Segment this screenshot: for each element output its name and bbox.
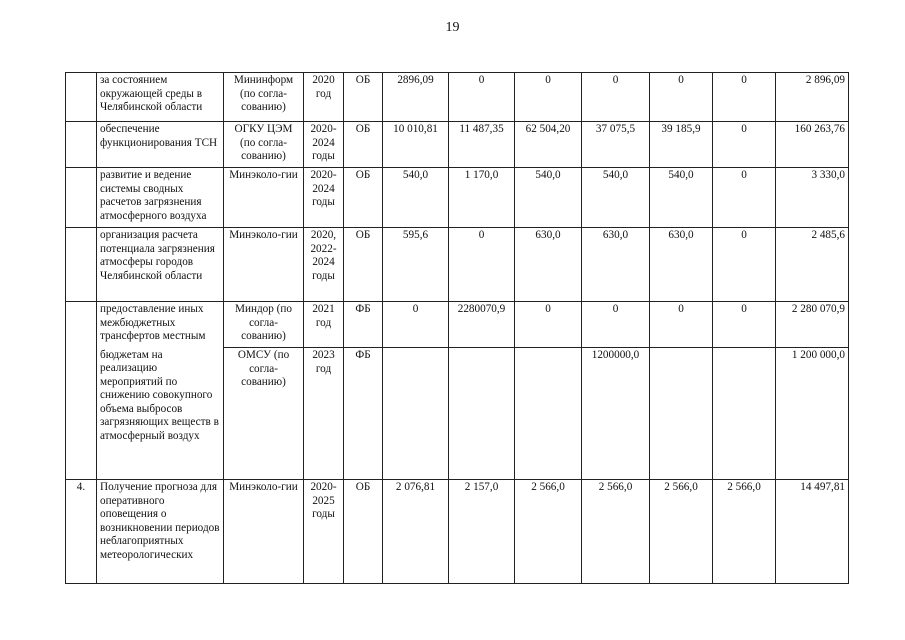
value-4: 37 075,5 xyxy=(582,122,650,168)
value-4: 540,0 xyxy=(582,168,650,228)
funding-source: ОБ xyxy=(344,73,383,122)
event-name: развитие и ведение системы сводных расчетов загрязнения атмосферного воздуха xyxy=(97,168,224,228)
value-3: 2 566,0 xyxy=(515,480,582,584)
value-6 xyxy=(713,348,776,480)
value-6: 0 xyxy=(713,228,776,302)
value-4: 630,0 xyxy=(582,228,650,302)
value-3: 62 504,20 xyxy=(515,122,582,168)
value-6: 0 xyxy=(713,168,776,228)
event-name: обеспечение функционирования ТСН xyxy=(97,122,224,168)
period: 2020 год xyxy=(304,73,344,122)
funding-source: ФБ xyxy=(344,302,383,348)
value-3: 540,0 xyxy=(515,168,582,228)
row-index xyxy=(66,228,97,302)
value-5: 540,0 xyxy=(650,168,713,228)
period: 2023 год xyxy=(304,348,344,480)
budget-table xyxy=(65,72,849,584)
value-6: 0 xyxy=(713,122,776,168)
event-name: бюджетам на реализацию мероприятий по снижению совокупного объема выбросов загрязняющих веществ в атмосферный воздух xyxy=(97,348,224,480)
value-2: 1 170,0 xyxy=(449,168,515,228)
period: 2020-2024 годы xyxy=(304,122,344,168)
page-number: 19 xyxy=(445,20,460,35)
table-row xyxy=(66,228,849,302)
value-1: 10 010,81 xyxy=(383,122,449,168)
value-1: 2896,09 xyxy=(383,73,449,122)
value-total: 1 200 000,0 xyxy=(776,348,849,480)
value-total: 3 330,0 xyxy=(776,168,849,228)
value-3 xyxy=(515,348,582,480)
value-2 xyxy=(449,348,515,480)
value-1: 0 xyxy=(383,302,449,348)
value-5: 0 xyxy=(650,302,713,348)
table-row xyxy=(66,73,849,122)
executor: Миндор (по согла-сованию) xyxy=(224,302,304,348)
value-total: 160 263,76 xyxy=(776,122,849,168)
row-index xyxy=(66,348,97,480)
value-total: 2 280 070,9 xyxy=(776,302,849,348)
value-1: 2 076,81 xyxy=(383,480,449,584)
value-2: 11 487,35 xyxy=(449,122,515,168)
value-6: 0 xyxy=(713,73,776,122)
table-row xyxy=(66,168,849,228)
value-total: 14 497,81 xyxy=(776,480,849,584)
event-name: Получение прогноза для оперативного оповещения о возникновении периодов неблагоприятных метеорологических xyxy=(97,480,224,584)
value-3: 0 xyxy=(515,73,582,122)
funding-source: ОБ xyxy=(344,480,383,584)
value-2: 2 157,0 xyxy=(449,480,515,584)
row-index xyxy=(66,73,97,122)
value-1: 540,0 xyxy=(383,168,449,228)
value-5 xyxy=(650,348,713,480)
event-name: организация расчета потенциала загрязнения атмосферы городов Челябинской области xyxy=(97,228,224,302)
value-2: 0 xyxy=(449,73,515,122)
value-5: 630,0 xyxy=(650,228,713,302)
event-name: за состоянием окружающей среды в Челябинской области xyxy=(97,73,224,122)
value-4: 0 xyxy=(582,73,650,122)
value-4: 0 xyxy=(582,302,650,348)
value-5: 2 566,0 xyxy=(650,480,713,584)
period: 2020-2024 годы xyxy=(304,168,344,228)
row-index xyxy=(66,168,97,228)
period: 2020, 2022-2024 годы xyxy=(304,228,344,302)
table-row xyxy=(66,348,849,480)
funding-source: ФБ xyxy=(344,348,383,480)
executor: ОМСУ (по согла-сованию) xyxy=(224,348,304,480)
executor: Мининформ (по согла-сованию) xyxy=(224,73,304,122)
period: 2021 год xyxy=(304,302,344,348)
table-row xyxy=(66,302,849,348)
row-index xyxy=(66,122,97,168)
period: 2020-2025 годы xyxy=(304,480,344,584)
value-5: 0 xyxy=(650,73,713,122)
value-3: 630,0 xyxy=(515,228,582,302)
table-row xyxy=(66,480,849,584)
value-2: 0 xyxy=(449,228,515,302)
funding-source: ОБ xyxy=(344,228,383,302)
value-5: 39 185,9 xyxy=(650,122,713,168)
executor: Минэколо-гии xyxy=(224,228,304,302)
value-3: 0 xyxy=(515,302,582,348)
value-4: 1200000,0 xyxy=(582,348,650,480)
table-body xyxy=(66,73,849,584)
funding-source: ОБ xyxy=(344,168,383,228)
executor: Минэколо-гии xyxy=(224,168,304,228)
value-total: 2 896,09 xyxy=(776,73,849,122)
value-4: 2 566,0 xyxy=(582,480,650,584)
value-6: 0 xyxy=(713,302,776,348)
event-name: предоставление иных межбюджетных трансфертов местным xyxy=(97,302,224,348)
row-index: 4. xyxy=(66,480,97,584)
value-2: 2280070,9 xyxy=(449,302,515,348)
executor: Минэколо-гии xyxy=(224,480,304,584)
funding-source: ОБ xyxy=(344,122,383,168)
value-6: 2 566,0 xyxy=(713,480,776,584)
value-total: 2 485,6 xyxy=(776,228,849,302)
executor: ОГКУ ЦЭМ (по согла-сованию) xyxy=(224,122,304,168)
value-1: 595,6 xyxy=(383,228,449,302)
value-1 xyxy=(383,348,449,480)
table-row xyxy=(66,122,849,168)
row-index xyxy=(66,302,97,348)
